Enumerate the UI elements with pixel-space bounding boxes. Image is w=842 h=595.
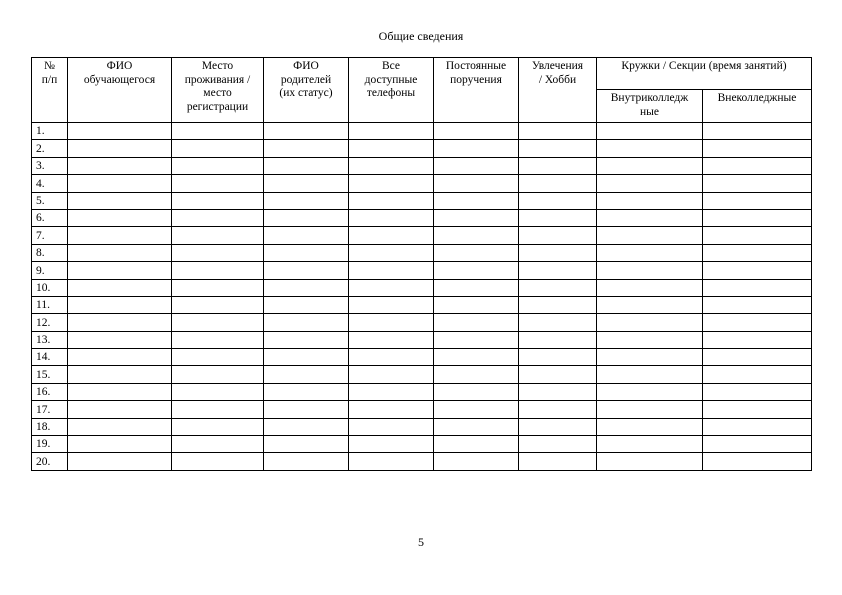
header-parents bbox=[264, 58, 349, 123]
table-cell[interactable] bbox=[68, 349, 172, 366]
table-row bbox=[32, 296, 812, 313]
table-cell[interactable] bbox=[264, 401, 349, 418]
table-cell[interactable] bbox=[434, 140, 519, 157]
table-row bbox=[32, 244, 812, 261]
table-body bbox=[32, 123, 812, 471]
table-cell[interactable] bbox=[349, 140, 434, 157]
table-cell[interactable] bbox=[434, 418, 519, 435]
table-cell[interactable] bbox=[597, 418, 703, 435]
table-cell[interactable] bbox=[597, 262, 703, 279]
table-cell[interactable] bbox=[434, 244, 519, 261]
row-number: 15. bbox=[32, 366, 68, 383]
table-cell[interactable] bbox=[597, 227, 703, 244]
table-cell[interactable] bbox=[264, 453, 349, 470]
table-cell[interactable] bbox=[434, 209, 519, 226]
row-number: 3. bbox=[32, 157, 68, 174]
table-cell[interactable] bbox=[264, 123, 349, 140]
table-cell[interactable] bbox=[68, 157, 172, 174]
table-cell[interactable] bbox=[172, 262, 264, 279]
row-number: 12. bbox=[32, 314, 68, 331]
table-cell[interactable] bbox=[68, 175, 172, 192]
table-cell[interactable] bbox=[68, 331, 172, 348]
table-cell[interactable] bbox=[68, 279, 172, 296]
table-cell[interactable] bbox=[68, 296, 172, 313]
table-cell[interactable] bbox=[172, 192, 264, 209]
header-clubs-outer bbox=[703, 90, 812, 123]
table-cell[interactable] bbox=[264, 175, 349, 192]
table-cell[interactable] bbox=[597, 209, 703, 226]
table-cell[interactable] bbox=[434, 314, 519, 331]
table-cell[interactable] bbox=[434, 401, 519, 418]
table-cell[interactable] bbox=[597, 157, 703, 174]
table-row bbox=[32, 140, 812, 157]
header-phones bbox=[349, 58, 434, 123]
table-cell[interactable] bbox=[349, 209, 434, 226]
table-row bbox=[32, 157, 812, 174]
table-cell[interactable] bbox=[519, 279, 597, 296]
table-cell[interactable] bbox=[597, 453, 703, 470]
table-cell[interactable] bbox=[349, 175, 434, 192]
page-number: 5 bbox=[418, 535, 424, 549]
row-number: 20. bbox=[32, 453, 68, 470]
table-cell[interactable] bbox=[597, 401, 703, 418]
table-row bbox=[32, 227, 812, 244]
table-cell[interactable] bbox=[68, 209, 172, 226]
table-row bbox=[32, 349, 812, 366]
table-cell[interactable] bbox=[172, 331, 264, 348]
table-cell[interactable] bbox=[68, 227, 172, 244]
table-cell[interactable] bbox=[597, 331, 703, 348]
table-cell[interactable] bbox=[703, 123, 812, 140]
table-cell[interactable] bbox=[597, 279, 703, 296]
table-cell[interactable] bbox=[172, 157, 264, 174]
table-cell[interactable] bbox=[172, 383, 264, 400]
table-cell[interactable] bbox=[597, 192, 703, 209]
row-number: 1. bbox=[32, 123, 68, 140]
header-hobby-label: Увлечения / Хобби bbox=[531, 60, 584, 86]
table-cell[interactable] bbox=[349, 453, 434, 470]
table-cell[interactable] bbox=[264, 262, 349, 279]
table-row bbox=[32, 401, 812, 418]
row-number: 16. bbox=[32, 383, 68, 400]
table-cell[interactable] bbox=[172, 175, 264, 192]
table-cell[interactable] bbox=[172, 418, 264, 435]
table-cell[interactable] bbox=[434, 279, 519, 296]
table-cell[interactable] bbox=[68, 123, 172, 140]
table-cell[interactable] bbox=[434, 123, 519, 140]
row-number: 10. bbox=[32, 279, 68, 296]
table-cell[interactable] bbox=[264, 192, 349, 209]
row-number: 13. bbox=[32, 331, 68, 348]
header-clubs-inner-label: Внутриколледж ные bbox=[610, 92, 689, 118]
table-cell[interactable] bbox=[172, 453, 264, 470]
table-cell[interactable] bbox=[434, 453, 519, 470]
table-cell[interactable] bbox=[519, 123, 597, 140]
table-cell[interactable] bbox=[519, 192, 597, 209]
table-cell[interactable] bbox=[434, 436, 519, 453]
table-cell[interactable] bbox=[172, 296, 264, 313]
table-cell[interactable] bbox=[703, 209, 812, 226]
table-cell[interactable] bbox=[68, 262, 172, 279]
table-row bbox=[32, 209, 812, 226]
table-row bbox=[32, 175, 812, 192]
header-phones-label: Все доступные телефоны bbox=[364, 60, 418, 99]
row-number: 2. bbox=[32, 140, 68, 157]
table-cell[interactable] bbox=[703, 296, 812, 313]
table-cell[interactable] bbox=[703, 192, 812, 209]
table-cell[interactable] bbox=[703, 262, 812, 279]
header-parents-label: ФИО родителей (их статус) bbox=[279, 60, 333, 99]
table-cell[interactable] bbox=[264, 349, 349, 366]
table-cell[interactable] bbox=[519, 157, 597, 174]
table-cell[interactable] bbox=[519, 453, 597, 470]
table-cell[interactable] bbox=[703, 331, 812, 348]
table-cell[interactable] bbox=[597, 383, 703, 400]
table-cell[interactable] bbox=[434, 157, 519, 174]
table-cell[interactable] bbox=[519, 244, 597, 261]
table-cell[interactable] bbox=[68, 244, 172, 261]
header-clubs-outer-label: Внеколледжные bbox=[717, 92, 797, 104]
header-place-label: Место проживания / место регистрации bbox=[184, 60, 251, 113]
table-cell[interactable] bbox=[434, 175, 519, 192]
table-cell[interactable] bbox=[264, 383, 349, 400]
table-cell[interactable] bbox=[703, 175, 812, 192]
header-fio-label: ФИО обучающегося bbox=[83, 60, 156, 86]
header-clubs-label: Кружки / Секции (время занятий) bbox=[621, 60, 787, 72]
table-cell[interactable] bbox=[172, 227, 264, 244]
table-row bbox=[32, 314, 812, 331]
table-cell[interactable] bbox=[172, 123, 264, 140]
table-cell[interactable] bbox=[349, 331, 434, 348]
table-cell[interactable] bbox=[703, 227, 812, 244]
table-cell[interactable] bbox=[519, 366, 597, 383]
table-cell[interactable] bbox=[434, 262, 519, 279]
table-cell[interactable] bbox=[68, 192, 172, 209]
table-cell[interactable] bbox=[264, 436, 349, 453]
table-cell[interactable] bbox=[434, 349, 519, 366]
table-cell[interactable] bbox=[519, 227, 597, 244]
table-cell[interactable] bbox=[703, 366, 812, 383]
row-number: 17. bbox=[32, 401, 68, 418]
table-cell[interactable] bbox=[519, 436, 597, 453]
table-cell[interactable] bbox=[434, 366, 519, 383]
table-row bbox=[32, 436, 812, 453]
table-cell[interactable] bbox=[172, 209, 264, 226]
table-cell[interactable] bbox=[68, 401, 172, 418]
table-cell[interactable] bbox=[703, 349, 812, 366]
row-number: 18. bbox=[32, 418, 68, 435]
table-cell[interactable] bbox=[264, 418, 349, 435]
table-cell[interactable] bbox=[68, 418, 172, 435]
row-number: 4. bbox=[32, 175, 68, 192]
table-row bbox=[32, 192, 812, 209]
table-cell[interactable] bbox=[349, 227, 434, 244]
table-cell[interactable] bbox=[597, 296, 703, 313]
table-cell[interactable] bbox=[597, 349, 703, 366]
table-cell[interactable] bbox=[68, 366, 172, 383]
table-cell[interactable] bbox=[434, 296, 519, 313]
table-cell[interactable] bbox=[519, 175, 597, 192]
table-cell[interactable] bbox=[703, 314, 812, 331]
table-cell[interactable] bbox=[264, 157, 349, 174]
table-cell[interactable] bbox=[349, 192, 434, 209]
table-cell[interactable] bbox=[349, 366, 434, 383]
table-cell[interactable] bbox=[349, 314, 434, 331]
table-cell[interactable] bbox=[172, 401, 264, 418]
header-duties bbox=[434, 58, 519, 123]
table-cell[interactable] bbox=[172, 436, 264, 453]
table-cell[interactable] bbox=[597, 436, 703, 453]
table-cell[interactable] bbox=[349, 244, 434, 261]
row-number: 7. bbox=[32, 227, 68, 244]
table-cell[interactable] bbox=[597, 123, 703, 140]
table-cell[interactable] bbox=[264, 366, 349, 383]
table-cell[interactable] bbox=[703, 436, 812, 453]
table-cell[interactable] bbox=[703, 157, 812, 174]
table-row bbox=[32, 279, 812, 296]
page-title: Общие сведения bbox=[378, 29, 464, 43]
row-number: 14. bbox=[32, 349, 68, 366]
table-cell[interactable] bbox=[68, 140, 172, 157]
table-cell[interactable] bbox=[68, 383, 172, 400]
table-row bbox=[32, 123, 812, 140]
table-cell[interactable] bbox=[519, 262, 597, 279]
table-cell[interactable] bbox=[703, 140, 812, 157]
table-cell[interactable] bbox=[703, 418, 812, 435]
table-cell[interactable] bbox=[264, 296, 349, 313]
header-duties-label: Постоянные поручения bbox=[445, 60, 507, 86]
table-cell[interactable] bbox=[519, 418, 597, 435]
table-cell[interactable] bbox=[519, 209, 597, 226]
table-cell[interactable] bbox=[434, 192, 519, 209]
table-cell[interactable] bbox=[703, 279, 812, 296]
table-cell[interactable] bbox=[597, 314, 703, 331]
table-cell[interactable] bbox=[519, 314, 597, 331]
table-cell[interactable] bbox=[264, 331, 349, 348]
table-cell[interactable] bbox=[172, 279, 264, 296]
table-cell[interactable] bbox=[68, 436, 172, 453]
header-clubs-inner bbox=[597, 90, 703, 123]
table-cell[interactable] bbox=[349, 279, 434, 296]
table-cell[interactable] bbox=[264, 244, 349, 261]
table-cell[interactable] bbox=[703, 401, 812, 418]
table-cell[interactable] bbox=[597, 244, 703, 261]
row-number: 5. bbox=[32, 192, 68, 209]
table-cell[interactable] bbox=[703, 453, 812, 470]
table-cell[interactable] bbox=[349, 401, 434, 418]
header-fio bbox=[68, 58, 172, 123]
table-cell[interactable] bbox=[349, 262, 434, 279]
table-cell[interactable] bbox=[519, 296, 597, 313]
table-row bbox=[32, 418, 812, 435]
table-cell[interactable] bbox=[519, 140, 597, 157]
table-cell[interactable] bbox=[519, 331, 597, 348]
table-cell[interactable] bbox=[172, 349, 264, 366]
table-cell[interactable] bbox=[264, 209, 349, 226]
table-row bbox=[32, 383, 812, 400]
info-table bbox=[31, 57, 812, 471]
row-number: 11. bbox=[32, 296, 68, 313]
table-cell[interactable] bbox=[264, 140, 349, 157]
table-cell[interactable] bbox=[434, 331, 519, 348]
header-place bbox=[172, 58, 264, 123]
table-cell[interactable] bbox=[519, 383, 597, 400]
table-cell[interactable] bbox=[703, 383, 812, 400]
table-cell[interactable] bbox=[349, 436, 434, 453]
table-row bbox=[32, 366, 812, 383]
table-cell[interactable] bbox=[597, 175, 703, 192]
table-cell[interactable] bbox=[349, 418, 434, 435]
table-cell[interactable] bbox=[349, 296, 434, 313]
row-number: 6. bbox=[32, 209, 68, 226]
table-cell[interactable] bbox=[68, 453, 172, 470]
header-hobby bbox=[519, 58, 597, 123]
table-cell[interactable] bbox=[349, 157, 434, 174]
table-cell[interactable] bbox=[349, 349, 434, 366]
header-number bbox=[32, 58, 68, 123]
table-cell[interactable] bbox=[172, 366, 264, 383]
header-number-label: № п/п bbox=[41, 60, 58, 86]
table-cell[interactable] bbox=[172, 244, 264, 261]
table-cell[interactable] bbox=[172, 140, 264, 157]
table-cell[interactable] bbox=[264, 314, 349, 331]
table-cell[interactable] bbox=[68, 314, 172, 331]
table-cell[interactable] bbox=[703, 244, 812, 261]
table-cell[interactable] bbox=[434, 383, 519, 400]
table-cell[interactable] bbox=[597, 366, 703, 383]
table-row bbox=[32, 331, 812, 348]
row-number: 8. bbox=[32, 244, 68, 261]
row-number: 19. bbox=[32, 436, 68, 453]
table-cell[interactable] bbox=[434, 227, 519, 244]
table-cell[interactable] bbox=[519, 349, 597, 366]
table-cell[interactable] bbox=[597, 140, 703, 157]
table-cell[interactable] bbox=[172, 314, 264, 331]
table-cell[interactable] bbox=[264, 227, 349, 244]
header-clubs bbox=[597, 58, 812, 90]
table-cell[interactable] bbox=[349, 383, 434, 400]
table-cell[interactable] bbox=[519, 401, 597, 418]
row-number: 9. bbox=[32, 262, 68, 279]
table-cell[interactable] bbox=[349, 123, 434, 140]
table-row bbox=[32, 262, 812, 279]
table-row bbox=[32, 453, 812, 470]
table-cell[interactable] bbox=[264, 279, 349, 296]
